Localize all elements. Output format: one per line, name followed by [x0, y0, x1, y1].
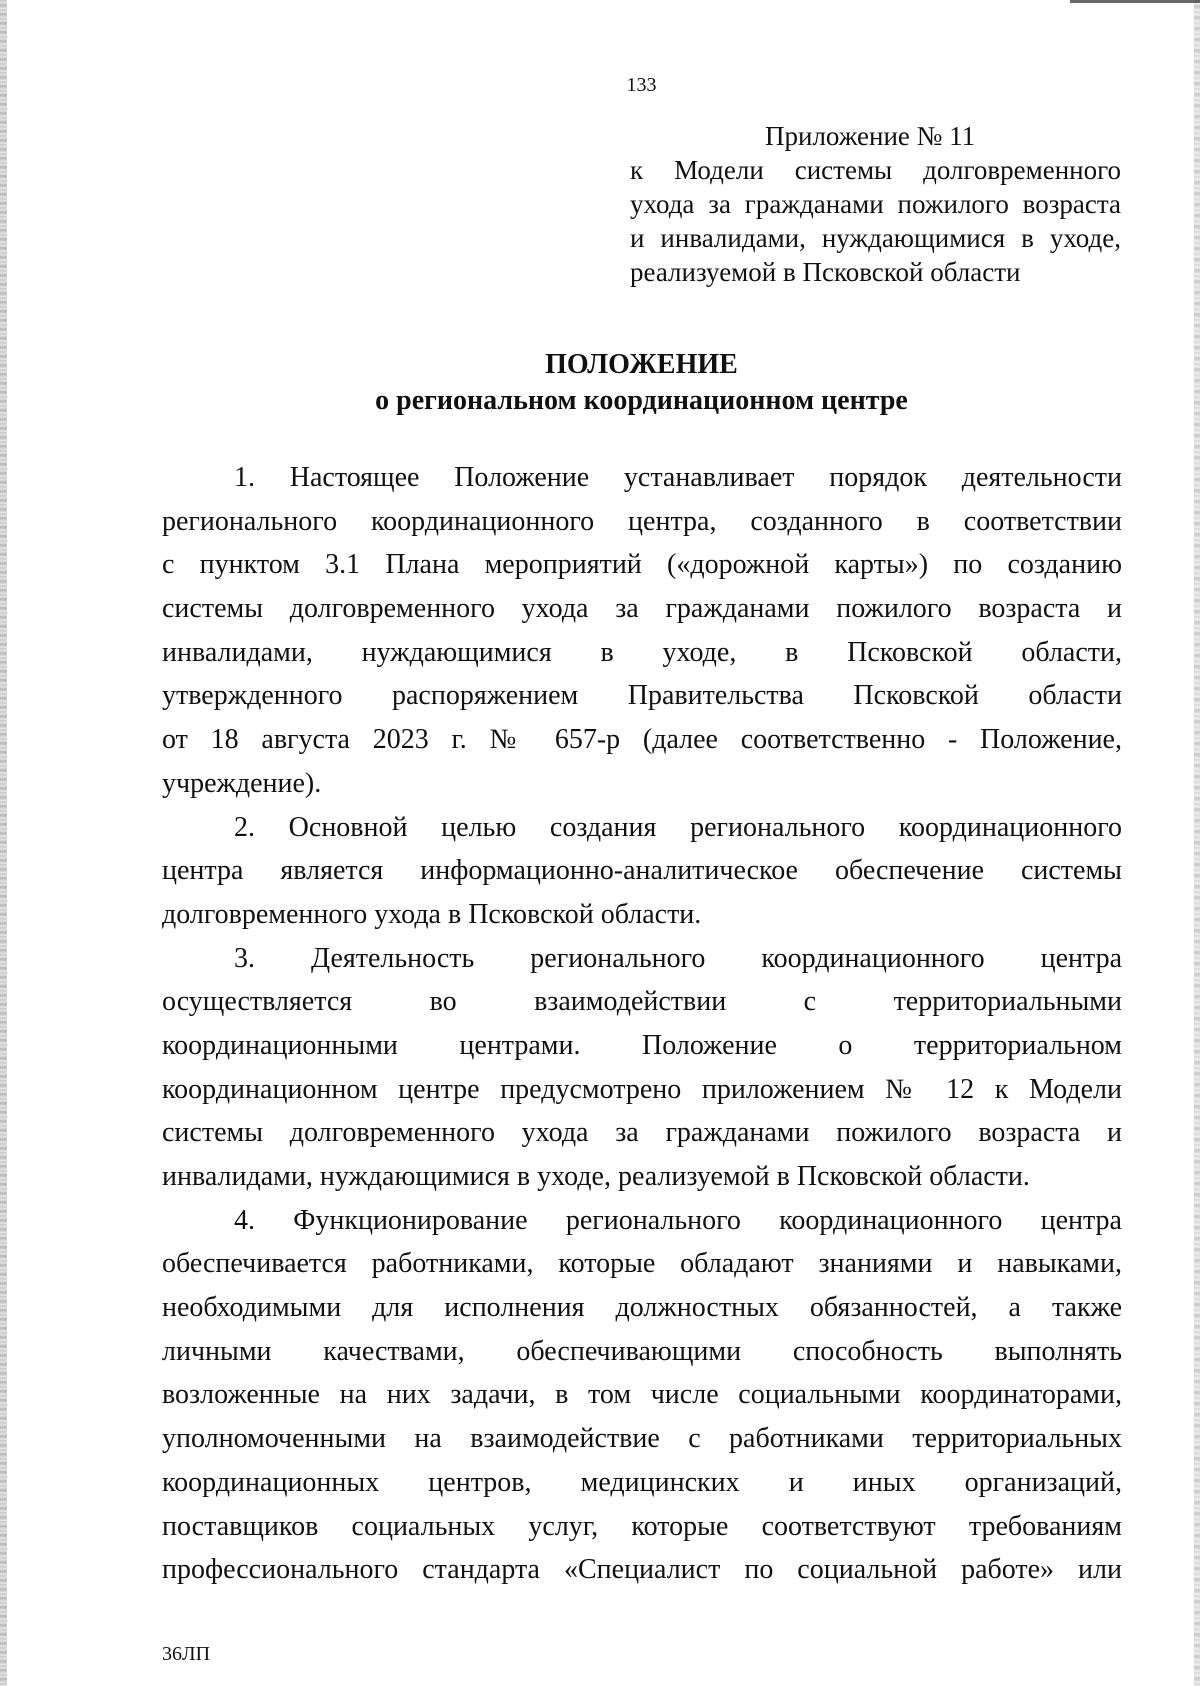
text-line: учреждение). — [162, 767, 322, 799]
footer-code: 36ЛП — [162, 1643, 211, 1665]
annex-line: ухода за гражданами пожилого возраста — [630, 189, 1121, 219]
text-line: 4. Функционирование регионального координационного центра — [234, 1204, 1122, 1236]
text-line: осуществляется во взаимодействии с территориальными — [162, 986, 1122, 1018]
text-line: инвалидами, нуждающимися в уходе, реализуемой в Псковской области. — [162, 1161, 1030, 1192]
scan-edge-left — [0, 0, 7, 1686]
document-subtitle: о региональном координационном центре — [375, 385, 908, 416]
text-line: 2. Основной целью создания регионального координационного — [234, 811, 1122, 843]
text-line: координационными центрами. Положение о территориальном — [162, 1029, 1122, 1061]
document-body — [162, 456, 1122, 1592]
text-line: с пунктом 3.1 Плана мероприятий («дорожной карты») по созданию — [162, 549, 1122, 581]
text-line: координационных центров, медицинских и иных организаций, — [162, 1466, 1122, 1498]
text-line: 1. Настоящее Положение устанавливает порядок деятельности — [234, 462, 1122, 493]
text-line: регионального координационного центра, созданного в соответствии — [162, 505, 1122, 537]
annex-title: Приложение № 11 — [765, 121, 976, 151]
text-line: личными качествами, обеспечивающими способность выполнять — [162, 1335, 1122, 1367]
annex-line: и инвалидами, нуждающимися в уходе, — [630, 223, 1121, 253]
text-line: возложенные на них задачи, в том числе социальными координаторами, — [162, 1379, 1122, 1411]
text-line: профессионального стандарта «Специалист по социальной работе» или — [162, 1554, 1122, 1586]
document-title: ПОЛОЖЕНИЕ — [545, 349, 738, 380]
scan-edge-right — [1194, 0, 1200, 1686]
text-line: координационном центре предусмотрено приложением № 12 к Модели — [162, 1073, 1122, 1105]
document-heading — [0, 347, 1200, 419]
text-line: инвалидами, нуждающимися в уходе, в Псковской области, — [162, 636, 1122, 668]
text-line: поставщиков социальных услуг, которые соответствуют требованиям — [162, 1510, 1122, 1542]
annex-line: к Модели системы долговременного — [630, 155, 1121, 185]
scan-edge-top — [1070, 0, 1200, 3]
text-line: уполномоченными на взаимодействие с работниками территориальных — [162, 1423, 1122, 1455]
text-line: центра является информационно-аналитическое обеспечение системы — [162, 855, 1122, 887]
text-line: от 18 августа 2023 г. № 657-р (далее соответственно - Положение, — [162, 724, 1122, 756]
annex-line: реализуемой в Псковской области — [630, 257, 1021, 287]
text-line: обеспечивается работниками, которые обладают знаниями и навыками, — [162, 1248, 1122, 1280]
annex-block — [630, 119, 1121, 289]
text-line: долговременного ухода в Псковской области. — [162, 898, 702, 930]
text-line: системы долговременного ухода за гражданами пожилого возраста и — [162, 1117, 1122, 1149]
text-line: необходимыми для исполнения должностных обязанностей, а также — [162, 1292, 1122, 1324]
page-number: 133 — [626, 74, 657, 96]
text-line: 3. Деятельность регионального координационного центра — [234, 942, 1122, 974]
text-line: системы долговременного ухода за гражданами пожилого возраста и — [162, 593, 1122, 625]
text-line: утвержденного распоряжением Правительства Псковской области — [162, 680, 1122, 712]
